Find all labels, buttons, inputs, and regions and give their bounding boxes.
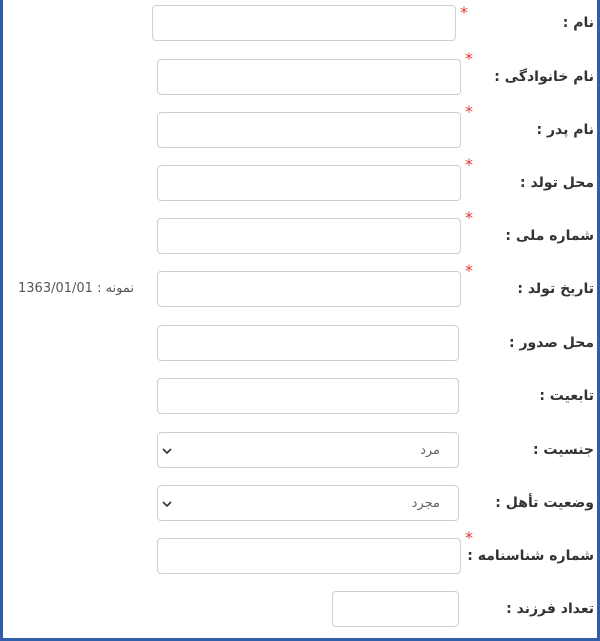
required-mark: *: [465, 261, 473, 280]
father-name-field[interactable]: [157, 112, 461, 148]
row-issue-place: [0, 325, 600, 361]
row-birth-place: [0, 155, 600, 201]
required-mark: *: [465, 49, 473, 68]
row-birth-date: [0, 261, 600, 307]
certificate-number-field[interactable]: [157, 538, 461, 574]
nationality-label: تابعیت :: [539, 388, 594, 404]
birth-date-field[interactable]: [157, 271, 461, 307]
row-certificate-number: [0, 528, 600, 574]
row-gender: [0, 432, 600, 468]
last-name-label: نام خانوادگی :: [494, 69, 594, 85]
birth-place-field[interactable]: [157, 165, 461, 201]
row-marital-status: [0, 485, 600, 521]
gender-select[interactable]: [157, 432, 459, 468]
issue-place-label: محل صدور :: [509, 335, 594, 351]
birth-place-label: محل تولد :: [520, 175, 594, 191]
row-last-name: [0, 49, 600, 95]
national-id-field[interactable]: [157, 218, 461, 254]
first-name-field[interactable]: [152, 5, 456, 41]
issue-place-field[interactable]: [157, 325, 459, 361]
marital-status-select[interactable]: [157, 485, 459, 521]
required-mark: *: [460, 3, 468, 22]
row-nationality: [0, 378, 600, 414]
marital-status-selected-value: مجرد: [411, 496, 440, 511]
gender-selected-value: مرد: [420, 443, 440, 458]
chevron-down-icon: [162, 446, 172, 456]
row-father-name: [0, 102, 600, 148]
chevron-down-icon: [162, 499, 172, 509]
row-children-count: [0, 591, 600, 627]
children-count-field[interactable]: [332, 591, 459, 627]
required-mark: *: [465, 208, 473, 227]
birth-date-hint: نمونه : 1363/01/01: [18, 281, 135, 296]
required-mark: *: [465, 102, 473, 121]
last-name-field[interactable]: [157, 59, 461, 95]
required-mark: *: [465, 528, 473, 547]
required-mark: *: [465, 155, 473, 174]
father-name-label: نام پدر :: [536, 122, 594, 138]
row-first-name: [0, 5, 600, 41]
birth-date-label: تاریخ تولد :: [517, 281, 594, 297]
nationality-field[interactable]: [157, 378, 459, 414]
gender-label: جنسیت :: [532, 442, 594, 458]
row-national-id: [0, 208, 600, 254]
national-id-label: شماره ملی :: [505, 228, 594, 244]
first-name-label: نام :: [562, 15, 594, 31]
children-count-label: تعداد فرزند :: [506, 601, 594, 617]
certificate-number-label: شماره شناسنامه :: [467, 548, 594, 564]
marital-status-label: وضعیت تأهل :: [495, 495, 594, 511]
